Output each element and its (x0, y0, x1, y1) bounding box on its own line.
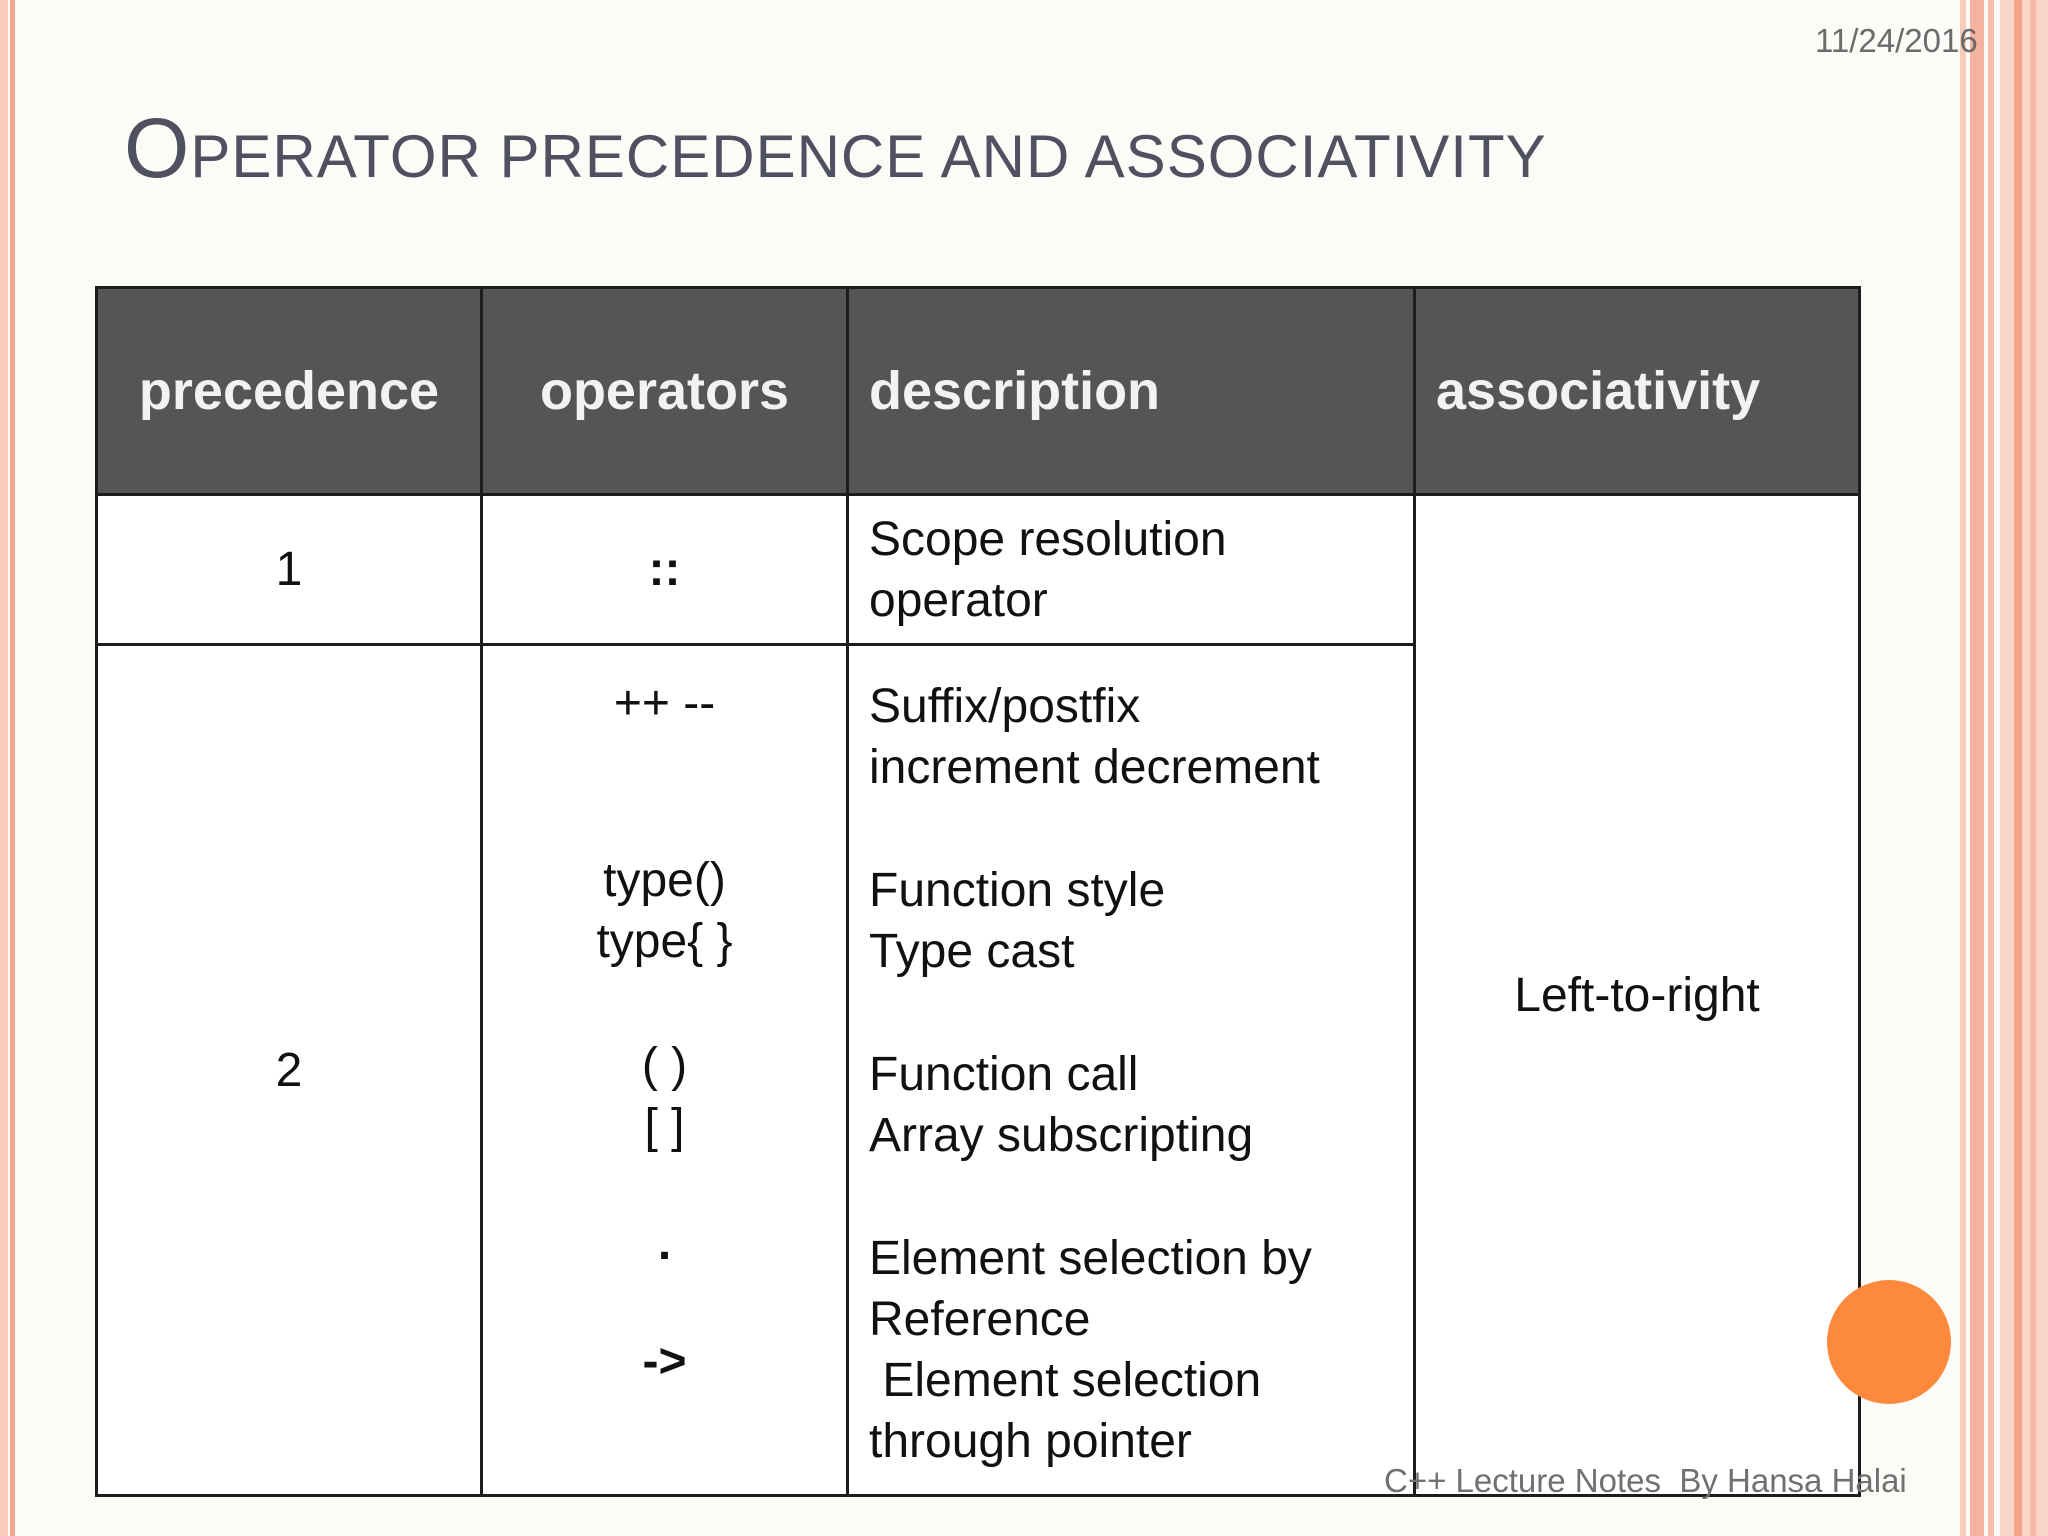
description-line: Element selection by (869, 1232, 1312, 1285)
operator-subscript: [ ] (644, 1100, 685, 1153)
description-line: Reference (869, 1293, 1091, 1346)
description-list (849, 646, 1413, 1494)
right-decor-stripe (1960, 0, 1966, 1536)
table-header-row (97, 288, 1860, 495)
description-line: Element selection (869, 1354, 1262, 1407)
title-initial: O (124, 101, 191, 195)
operator-table (95, 286, 1861, 1497)
right-decor-stripe (1988, 0, 1994, 1536)
operator-call: ( ) (641, 1039, 688, 1092)
description-line: through pointer (869, 1415, 1192, 1468)
description-cell (848, 495, 1415, 645)
operator-type-paren: type() (603, 854, 726, 907)
left-decor-stripe (0, 0, 8, 1536)
precedence-cell: 1 (97, 495, 482, 645)
description-line: Type cast (869, 925, 1075, 978)
description-line: Array subscripting (869, 1109, 1254, 1162)
title-rest: PERATOR PRECEDENCE AND ASSOCIATIVITY (190, 123, 1547, 190)
operator-arrow: -> (642, 1335, 687, 1388)
description-line: Function call (869, 1048, 1139, 1101)
description-cell (848, 645, 1415, 1496)
operator-increment-decrement: ++ -- (613, 677, 716, 730)
description-line: Function style (869, 864, 1166, 917)
header-associativity: associativity (1415, 288, 1860, 495)
slide-date: 11/24/2016 (1815, 22, 1978, 59)
right-decor-band (2000, 0, 2048, 1536)
operator-cell: :: (482, 495, 848, 645)
header-precedence: precedence (97, 288, 482, 495)
description-line: operator (869, 573, 1048, 627)
operator-cell (482, 645, 848, 1496)
orange-circle-decoration (1827, 1280, 1951, 1404)
right-decor-stripe (1970, 0, 1984, 1536)
operator-list (483, 646, 846, 1494)
description-line: Suffix/postfix (869, 680, 1141, 733)
header-description: description (848, 288, 1415, 495)
associativity-value: Left-to-right (1514, 968, 1760, 1022)
precedence-cell: 2 (97, 645, 482, 1496)
slide-title (124, 100, 1547, 197)
header-operators: operators (482, 288, 848, 495)
operator-dot: . (657, 1217, 672, 1270)
left-decor-stripe-accent (10, 0, 15, 1536)
description-line: Scope resolution (869, 512, 1227, 566)
right-decor-stripe (2030, 0, 2036, 1536)
table-row (97, 495, 1860, 645)
operator-type-brace: type{ } (596, 915, 733, 968)
slide-footer: C++ Lecture Notes By Hansa Halai (1384, 1462, 1907, 1499)
right-decor-stripe (2014, 0, 2022, 1536)
associativity-cell (1415, 495, 1860, 1496)
description-line: increment decrement (869, 741, 1320, 794)
